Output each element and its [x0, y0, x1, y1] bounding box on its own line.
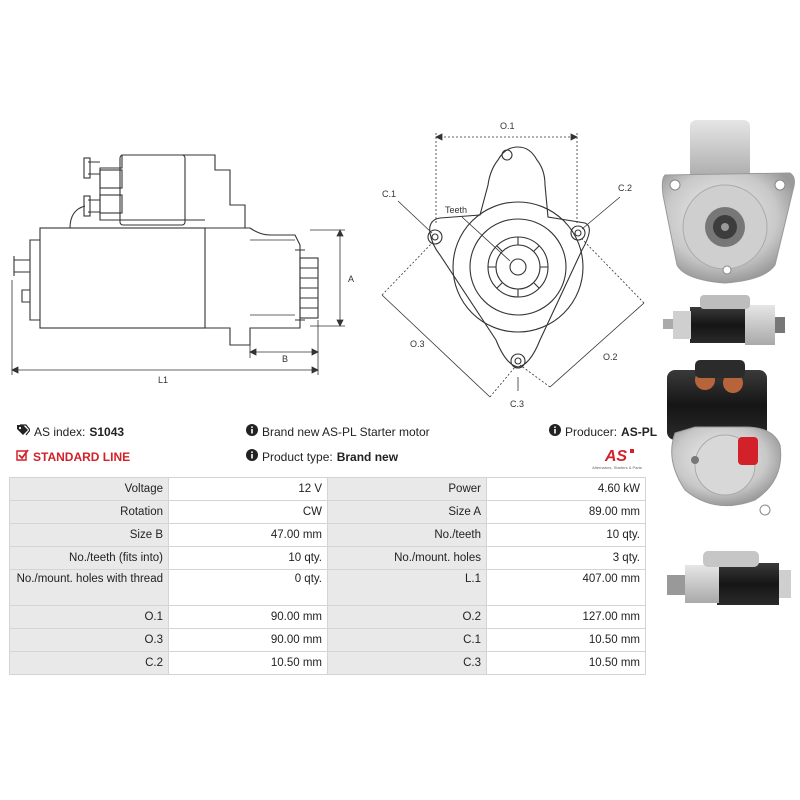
side-view-drawing	[0, 140, 370, 390]
spec-value: 3 qty.	[487, 547, 646, 570]
spec-value: 10 qty.	[487, 524, 646, 547]
spec-label: Size A	[328, 501, 487, 524]
as-index-value: S1043	[89, 424, 125, 439]
info-icon	[246, 449, 258, 464]
as-index-row	[16, 424, 124, 439]
spec-value: 10 qty.	[169, 547, 328, 570]
table-row	[10, 629, 646, 652]
spec-label: C.3	[328, 652, 487, 675]
dim-label-C1: C.1	[382, 189, 397, 199]
spec-value: 47.00 mm	[169, 524, 328, 547]
dim-label-teeth: Teeth	[445, 205, 468, 215]
table-row	[10, 478, 646, 501]
tag-icon	[16, 424, 30, 439]
spec-value: 127.00 mm	[487, 606, 646, 629]
description-row	[246, 424, 430, 439]
motor-body	[40, 228, 205, 328]
hole-c1	[428, 230, 442, 244]
dim-label-C3: C.3	[510, 399, 525, 409]
producer-value: AS-PL	[621, 424, 658, 439]
spec-value: 89.00 mm	[487, 501, 646, 524]
spec-value: 407.00 mm	[487, 570, 646, 606]
dim-label-O3: O.3	[410, 339, 425, 349]
dim-label-A: A	[348, 274, 355, 284]
spec-label: Size B	[10, 524, 169, 547]
solenoid	[120, 155, 185, 225]
product-photos	[655, 115, 800, 620]
photo-rear-view	[667, 360, 781, 515]
spec-table	[9, 477, 646, 675]
table-row	[10, 606, 646, 629]
as-logo	[586, 446, 648, 472]
dim-label-C2: C.2	[618, 183, 633, 193]
photo-side-view	[663, 295, 785, 345]
photo-side-view-2	[667, 551, 791, 605]
info-icon	[246, 424, 258, 439]
spec-value: CW	[169, 501, 328, 524]
description-text: Brand new AS-PL Starter motor	[262, 424, 430, 439]
producer-label: Producer:	[565, 424, 618, 439]
spec-label: No./teeth	[328, 524, 487, 547]
spec-value: 4.60 kW	[487, 478, 646, 501]
spec-label: No./teeth (fits into)	[10, 547, 169, 570]
spec-value: 12 V	[169, 478, 328, 501]
spec-value: 10.50 mm	[169, 652, 328, 675]
spec-label: O.2	[328, 606, 487, 629]
product-type-value: Brand new	[336, 449, 399, 464]
spec-label: Rotation	[10, 501, 169, 524]
table-row	[10, 524, 646, 547]
spec-label: C.1	[328, 629, 487, 652]
spec-value: 90.00 mm	[169, 606, 328, 629]
standard-line-label: STANDARD LINE	[33, 449, 131, 464]
dim-label-O2: O.2	[603, 352, 618, 362]
as-index-label: AS index:	[34, 424, 86, 439]
product-type-row	[246, 449, 398, 464]
logo-tagline: Alternators, Starters & Parts	[592, 465, 642, 470]
spec-value: 10.50 mm	[487, 629, 646, 652]
spec-value: 10.50 mm	[487, 652, 646, 675]
product-type-label: Product type:	[262, 449, 333, 464]
spec-label: No./mount. holes	[328, 547, 487, 570]
table-row	[10, 570, 646, 606]
spec-label: Voltage	[10, 478, 169, 501]
table-row	[10, 501, 646, 524]
checkbox-icon	[16, 449, 29, 464]
dim-label-L1: L1	[158, 375, 169, 385]
front-view-drawing	[370, 115, 655, 415]
photo-front-view	[662, 120, 794, 283]
producer-row	[549, 424, 657, 439]
spec-label: No./mount. holes with thread	[10, 570, 169, 606]
hole-c3	[511, 354, 525, 368]
spec-value: 0 qty.	[169, 570, 328, 606]
spec-label: O.3	[10, 629, 169, 652]
dim-label-O1: O.1	[500, 121, 515, 131]
spec-label: O.1	[10, 606, 169, 629]
spec-value: 90.00 mm	[169, 629, 328, 652]
spec-label: L.1	[328, 570, 487, 606]
table-row	[10, 652, 646, 675]
table-row	[10, 547, 646, 570]
spec-label: C.2	[10, 652, 169, 675]
spec-label: Power	[328, 478, 487, 501]
logo-text: AS	[604, 448, 628, 465]
standard-line-row	[16, 449, 130, 464]
info-icon	[549, 424, 561, 439]
dim-label-B: B	[282, 354, 289, 364]
